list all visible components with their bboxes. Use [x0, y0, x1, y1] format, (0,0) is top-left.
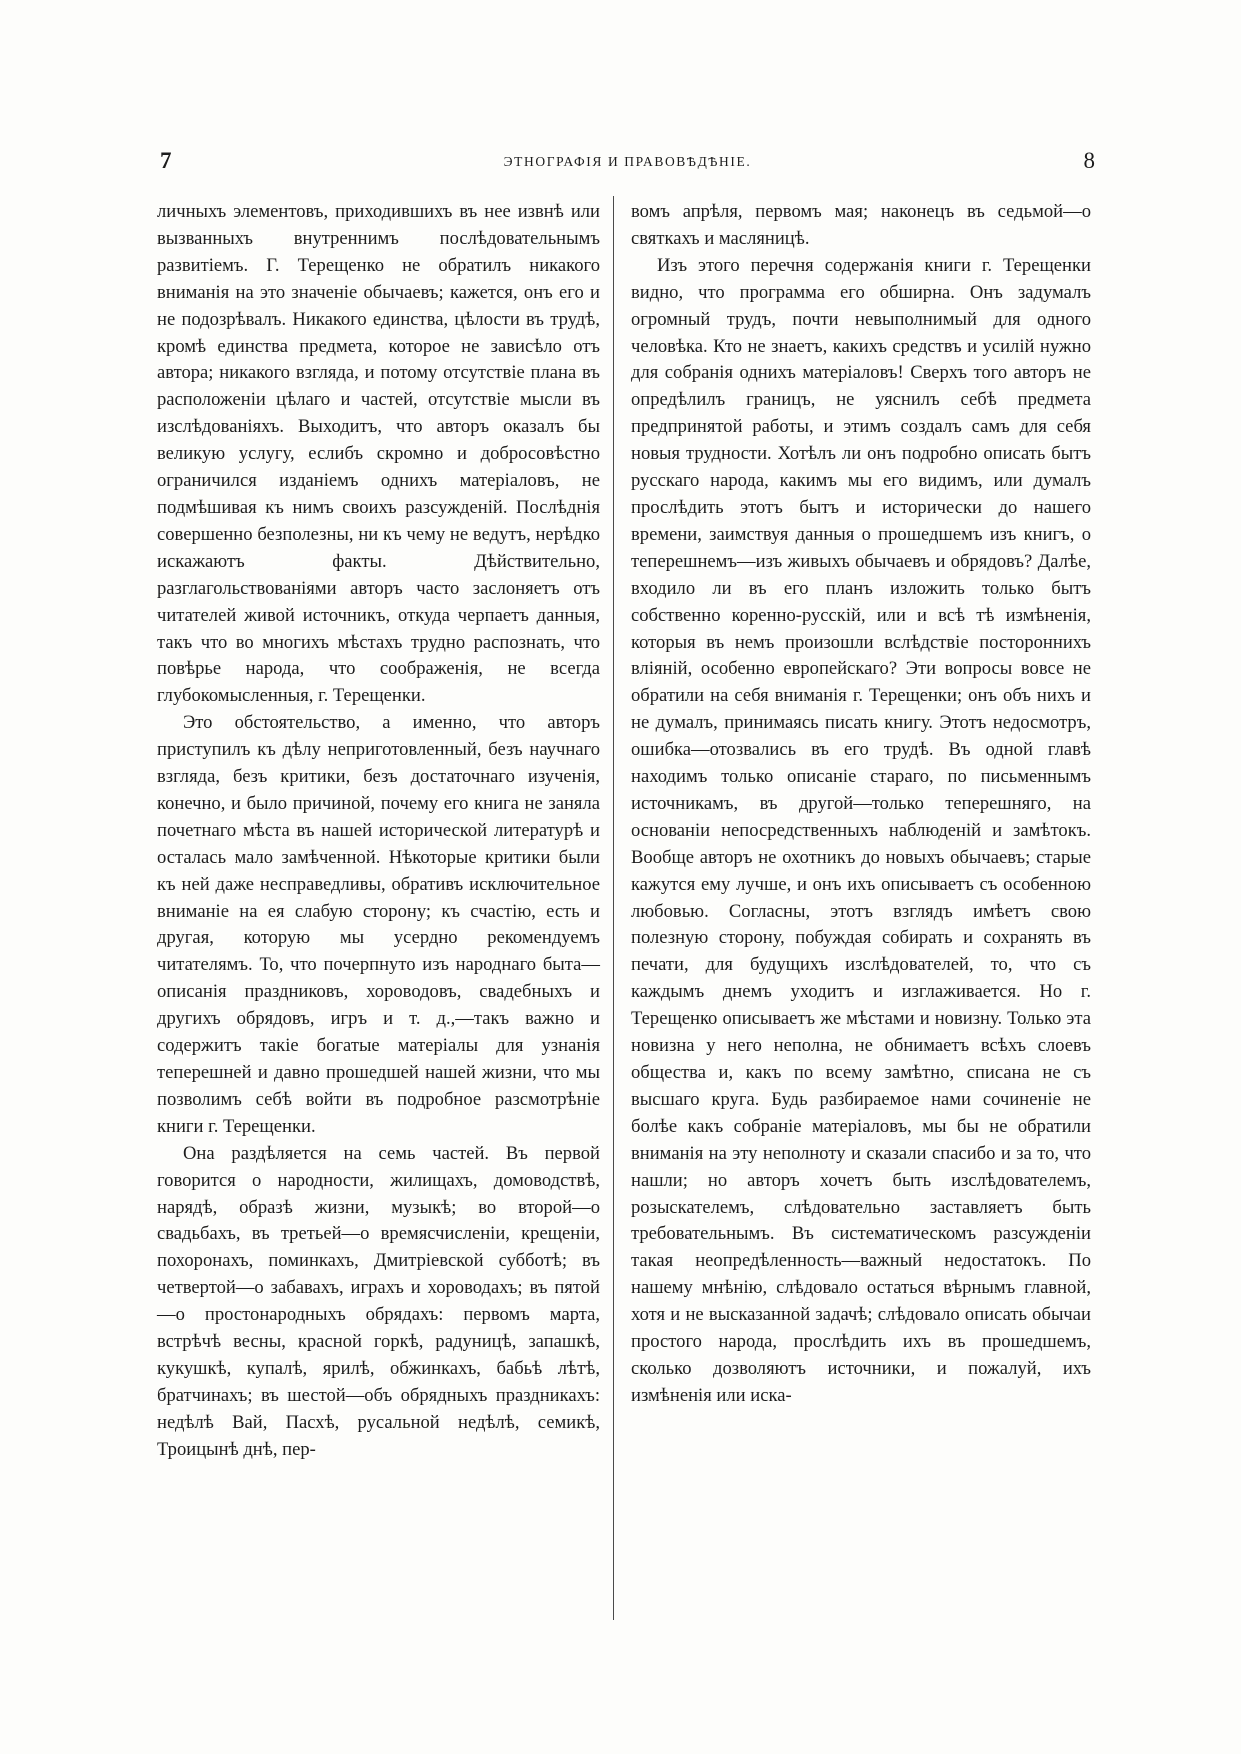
left-column: [157, 199, 600, 1464]
running-title: ЭТНОГРАФІЯ И ПРАВОВѢДѢНІЕ.: [503, 154, 752, 169]
paragraph: Она раздѣляется на семь частей. Въ первой говорится о народности, жилищахъ, домоводствѣ, нарядѣ, образѣ жизни, музыкѣ; во второй—о свадьбахъ, въ третьей—о времясчисленіи, крещеніи, похоронахъ, поминкахъ, Дмитріевской субботѣ; въ четвертой—о забавахъ, играхъ и хороводахъ; въ пятой—о простонародныхъ обрядахъ: первомъ марта, встрѣчѣ весны, красной горкѣ, радуницѣ, запашкѣ, кукушкѣ, купалѣ, ярилѣ, обжинкахъ, бабьѣ лѣтѣ, братчинахъ; въ шестой—объ обрядныхъ праздникахъ: недѣлѣ Вай, Пасхѣ, русальной недѣлѣ, семикѣ, Троицынѣ днѣ, пер-: [157, 1142, 600, 1460]
page-header: [160, 146, 1095, 182]
column-divider: [613, 196, 614, 1620]
paragraph: Изъ этого перечня содержанія книги г. Терещенки видно, что программа его обширна. Онъ задумалъ огромный трудъ, почти невыполнимый для одного человѣка. Кто не знаетъ, какихъ средствъ и усилій нужно для собранія однихъ матеріаловъ! Сверхъ того авторъ не опредѣлилъ границъ, не уяснилъ себѣ предмета предпринятой работы, и этимъ создалъ самъ для себя новыя трудности. Хотѣлъ ли онъ подробно описать бытъ русскаго народа, какимъ мы его видимъ, или думалъ прослѣдить этотъ бытъ и исторически до нашего времени, заимствуя данныя о прошедшемъ изъ книгъ, о теперешнемъ—изъ живыхъ обычаевъ и обрядовъ? Далѣе, входило ли въ его планъ изложить только бытъ собственно коренно-русскій, или и всѣ тѣ измѣненія, которыя въ немъ произошли вслѣдствіе постороннихъ вліяній, особенно европейскаго? Эти вопросы вовсе не обратили на себя вниманія г. Терещенки; онъ объ нихъ и не думалъ, принимаясь писать книгу. Этотъ недосмотръ, ошибка—отозвались въ его трудѣ. Въ одной главѣ находимъ только описаніе стараго, по письменнымъ источникамъ, въ другой—только теперешняго, на основаніи непосредственныхъ наблюденій и замѣтокъ. Вообще авторъ не охотникъ до новыхъ обычаевъ; старые кажутся ему лучше, и онъ ихъ описываетъ съ особенною любовью. Согласны, этотъ взглядъ имѣетъ свою полезную сторону, побуждая собирать и сохранять въ печати, для будущихъ изслѣдователей, то, что съ каждымъ днемъ уходитъ и изглаживается. Но г. Терещенко описываетъ же мѣстами и новизну. Только эта новизна у него неполна, не обнимаетъ всѣхъ слоевъ общества и, какъ по всему замѣтно, списана не съ высшаго круга. Будь разбираемое нами сочиненіе не болѣе какъ собраніе матеріаловъ, мы бы не обратили вниманія на эту неполноту и сказали спасибо и за то, что нашли; но авторъ хочетъ быть изслѣдователемъ, розыскателемъ, слѣдовательно заставляетъ быть требовательнымъ. Въ систематическомъ разсужденіи такая неопредѣленность—важный недостатокъ. По нашему мнѣнію, слѣдовало остаться вѣрнымъ главной, хотя и не высказанной задачѣ; слѣдовало описать обычаи простого народа, прослѣдить ихъ въ прошедшемъ, сколько дозволяютъ источники, и пожалуй, ихъ измѣненія или иска-: [631, 254, 1091, 1406]
paragraph: личныхъ элементовъ, приходившихъ въ нее извнѣ или вызванныхъ внутреннимъ послѣдовательнымъ развитіемъ. Г. Терещенко не обратилъ никакого вниманія на это значеніе обычаевъ; кажется, онъ его и не подозрѣвалъ. Никакого единства, цѣлости въ трудѣ, кромѣ единства предмета, которое не зависѣло отъ автора; никакого взгляда, и потому отсутствіе плана въ расположеніи цѣлаго и частей, отсутствіе мысли въ изслѣдованіяхъ. Выходитъ, что авторъ оказалъ бы великую услугу, еслибъ скромно и добросовѣстно ограничился изданіемъ однихъ матеріаловъ, не подмѣшивая къ нимъ своихъ разсужденій. Послѣднія совершенно безполезны, ни къ чему не ведутъ, нерѣдко искажаютъ факты. Дѣйствительно, разглагольствованіями авторъ часто заслоняетъ отъ читателей живой источникъ, откуда черпаетъ данныя, такъ что во многихъ мѣстахъ трудно распознать, что повѣрье народа, что соображенія, не всегда глубокомысленныя, г. Терещенки.: [157, 201, 600, 707]
right-column: [631, 199, 1091, 1410]
paragraph: вомъ апрѣля, первомъ мая; наконецъ въ седьмой—о святкахъ и масляницѣ.: [631, 201, 1091, 249]
page-number-right: 8: [1083, 148, 1095, 173]
paragraph: Это обстоятельство, а именно, что авторъ приступилъ къ дѣлу неприготовленный, безъ научнаго взгляда, безъ критики, безъ достаточнаго изученія, конечно, и было причиной, почему его книга не заняла почетнаго мѣста въ нашей исторической литературѣ и осталась мало замѣченной. Нѣкоторые критики были къ ней даже несправедливы, обративъ исключительное вниманіе на ея слабую сторону; къ счастію, есть и другая, которую мы усердно рекомендуемъ читателямъ. То, что почерпнуто изъ народнаго быта—описанія праздниковъ, хороводовъ, свадебныхъ и другихъ обрядовъ, игръ и т. д.,—такъ важно и содержитъ такіе богатые матеріалы для узнанія теперешней и давно прошедшей нашей жизни, что мы позволимъ себѣ войти въ подробное разсмотрѣніе книги г. Терещенки.: [157, 712, 600, 1137]
page-number-left: 7: [160, 148, 172, 173]
